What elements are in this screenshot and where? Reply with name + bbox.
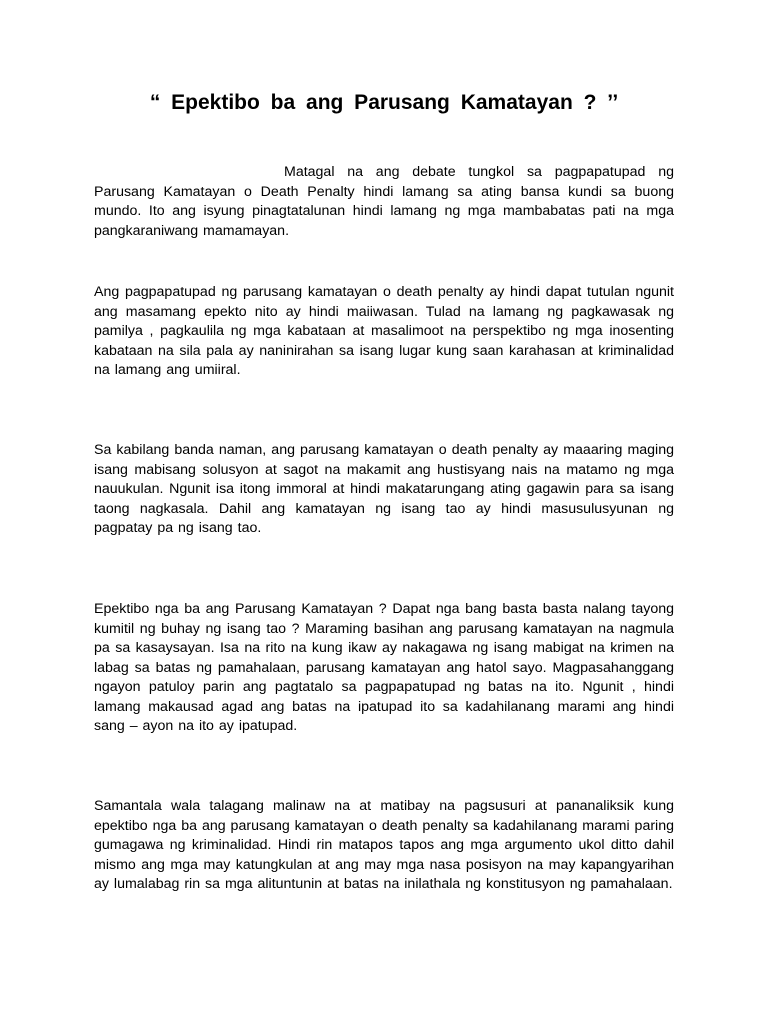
paragraph-4: Epektibo nga ba ang Parusang Kamatayan ? Dapat nga bang basta basta nalang tayong kumitil ng buhay ng isang tao ? Maraming basihan ang parusang kamatayan na nagmula pa sa kasaysayan. Isa na rito na kung ikaw ay nakagawa ng isang mabigat na krimen na labag sa batas ng pamahalaan, parusang kamatayan ang hatol sayo. Magpasahanggang ngayon patuloy parin ang pagtatalo sa pagpapatupad ng batas na ito. Ngunit , hindi lamang makausad agad ang batas na ipatupad ito sa kadahilanang marami ang hindi sang – ayon na ito ay ipatupad. <box>94 601 674 734</box>
paragraph-1: Matagal na ang debate tungkol sa pagpapatupad ng Parusang Kamatayan o Death Penalty hindi lamang sa ating bansa kundi sa buong mundo. Ito ang isyung pinagtatalunan hindi lamang ng mga mambabatas pati na mga pangkaraniwang mamamayan. <box>94 164 674 239</box>
paragraph-2: Ang pagpapatupad ng parusang kamatayan o death penalty ay hindi dapat tutulan ngunit ang masamang epekto nito ay hindi maiiwasan. Tulad na lamang ng pagkawasak ng pamilya , pagkaulila ng mga kabataan at masalimoot na perspektibo ng mga inosenting kabataan na sila pala ay naninirahan sa isang lugar kung saan karahasan at kriminalidad na lamang ang umiiral. <box>94 284 674 378</box>
paragraph-3: Sa kabilang banda naman, ang parusang kamatayan o death penalty ay maaaring maging isang mabisang solusyon at sagot na makamit ang hustisyang nais na matamo ng mga nauukulan. Ngunit isa itong immoral at hindi makatarungang ating gagawin para sa isang taong nagkasala. Dahil ang kamatayan ng isang tao ay hindi masusulusyunan ng pagpatay pa ng isang tao. <box>94 442 674 536</box>
page-title: “ Epektibo ba ang Parusang Kamatayan ? ’’ <box>149 91 619 114</box>
paragraph-5: Samantala wala talagang malinaw na at matibay na pagsusuri at pananaliksik kung epektibo nga ba ang parusang kamatayan o death penalty sa kadahilanang marami paring gumagawa ng kriminalidad. Hindi rin matapos tapos ang mga argumento ukol ditto dahil mismo ang mga may katungkulan at ang may mga nasa posisyon na may kapangyarihan ay lumalabag rin sa mga alituntunin at batas na inilathala ng konstitusyon ng pamahalaan. <box>94 798 674 892</box>
